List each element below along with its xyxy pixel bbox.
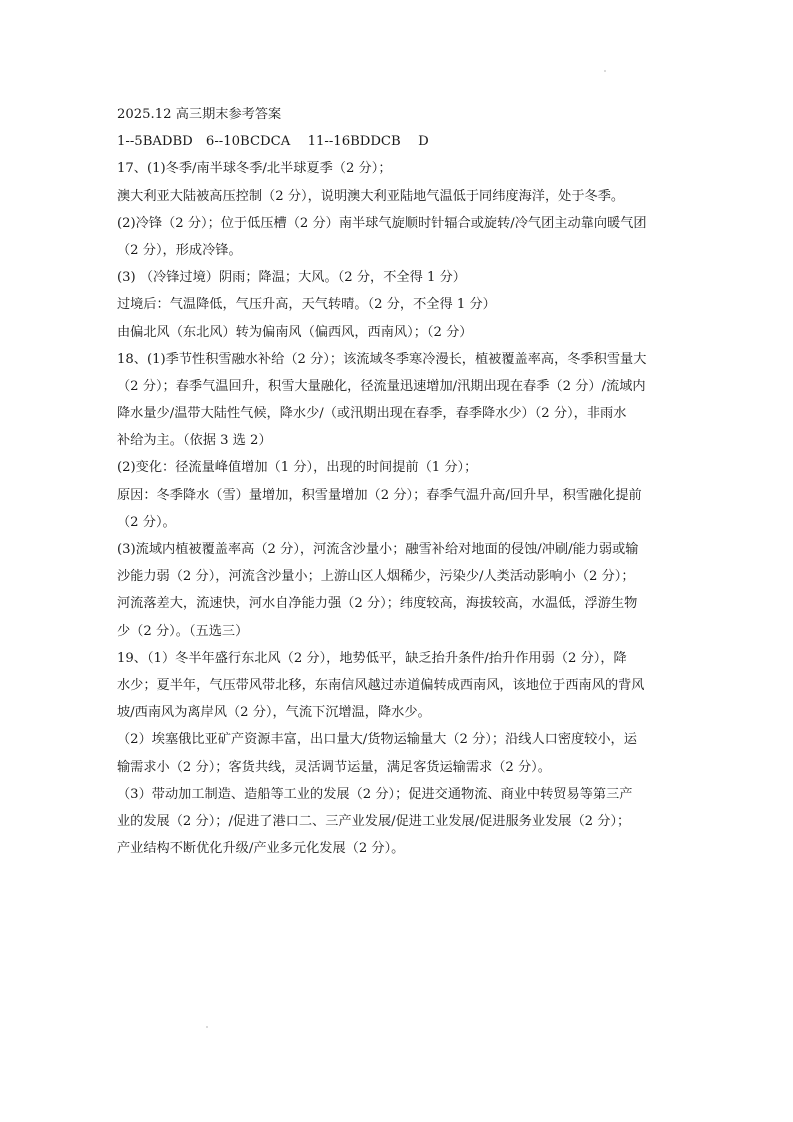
q19-line-6: （3）带动加工制造、造船等工业的发展（2 分）；促进交通物流、商业中转贸易等第三产 bbox=[117, 786, 633, 802]
q18-line-7: （2 分）。 bbox=[117, 514, 176, 530]
q18-line-6: 原因：冬季降水（雪）量增加，积雪量增加（2 分）；春季气温升高/回升早，积雪融化提前 bbox=[117, 487, 642, 503]
scan-speck bbox=[604, 70, 606, 72]
q18-line-1: 18、(1)季节性积雪融水补给（2 分）；该流域冬季寒冷漫长，植被覆盖率高，冬季积雪量大 bbox=[117, 351, 647, 367]
q18-line-5: (2)变化：径流量峰值增加（1 分），出现的时间提前（1 分）； bbox=[117, 460, 478, 476]
q19-line-4: （2）埃塞俄比亚矿产资源丰富，出口量大/货物运输量大（2 分）；沿线人口密度较小，运 bbox=[117, 732, 637, 748]
q17-line-1: 17、(1)冬季/南半球冬季/北半球夏季（2 分）； bbox=[117, 161, 392, 177]
q19-line-7: 业的发展（2 分）；/促进了港口二、三产业发展/促进工业发展/促进服务业发展（2 分）； bbox=[117, 813, 631, 829]
q18-line-10: 河流落差大，流速快，河水自净能力强（2 分）；纬度较高，海拔较高，水温低，浮游生物 bbox=[117, 596, 638, 612]
q17-line-6: 过境后：气温降低，气压升高，天气转晴。（2 分，不全得 1 分） bbox=[117, 297, 496, 313]
q19-line-1: 19、（1）冬半年盛行东北风（2 分），地势低平，缺乏抬升条件/抬升作用弱（2 分），降 bbox=[117, 650, 627, 666]
q19-line-8: 产业结构不断优化升级/产业多元化发展（2 分）。 bbox=[117, 841, 405, 857]
q18-line-9: 沙能力弱（2 分），河流含沙量小；上游山区人烟稀少，污染少/人类活动影响小（2 分）； bbox=[117, 569, 635, 585]
q19-line-2: 水少；夏半年，气压带风带北移，东南信风越过赤道偏转成西南风，该地位于西南风的背风 bbox=[117, 677, 645, 693]
doc-title: 2025.12 高三期末参考答案 bbox=[117, 107, 282, 122]
q17-line-2: 澳大利亚大陆被高压控制（2 分），说明澳大利亚陆地气温低于同纬度海洋，处于冬季。 bbox=[117, 188, 625, 204]
q18-line-3: 降水量少/温带大陆性气候，降水少/（或汛期出现在春季，春季降水少）（2 分），非雨水 bbox=[117, 406, 627, 422]
q18-line-4: 补给为主。（依据 3 选 2） bbox=[117, 433, 272, 449]
answer-key-document bbox=[117, 101, 677, 862]
scan-speck bbox=[206, 1026, 208, 1028]
q19-line-5: 输需求小（2 分）；客货共线，灵活调节运量，满足客货运输需求（2 分）。 bbox=[117, 759, 551, 775]
q18-line-2: （2 分）；春季气温回升，积雪大量融化，径流量迅速增加/汛期出现在春季（2 分）/流域内 bbox=[117, 378, 646, 394]
q17-line-4: （2 分），形成冷锋。 bbox=[117, 242, 242, 258]
q17-line-7: 由偏北风（东北风）转为偏南风（偏西风，西南风）；（2 分） bbox=[117, 324, 473, 340]
q18-line-11: 少（2 分）。（五选三） bbox=[117, 623, 249, 639]
q17-line-3: (2)冷锋（2 分）；位于低压槽（2 分）南半球气旋顺时针辐合或旋转/冷气团主动靠向暖气团 bbox=[117, 215, 647, 231]
q18-line-8: (3)流域内植被覆盖率高（2 分），河流含沙量小；融雪补给对地面的侵蚀/冲刷/能力弱或输 bbox=[117, 542, 639, 557]
q19-line-3: 坡/西南风为离岸风（2 分），气流下沉增温，降水少。 bbox=[117, 705, 431, 721]
multiple-choice-answers: 1--5BADBD 6--10BCDCA 11--16BDDCB D bbox=[117, 134, 429, 150]
q17-line-5: (3) （冷锋过境）阴雨；降温；大风。（2 分，不全得 1 分） bbox=[117, 270, 466, 286]
